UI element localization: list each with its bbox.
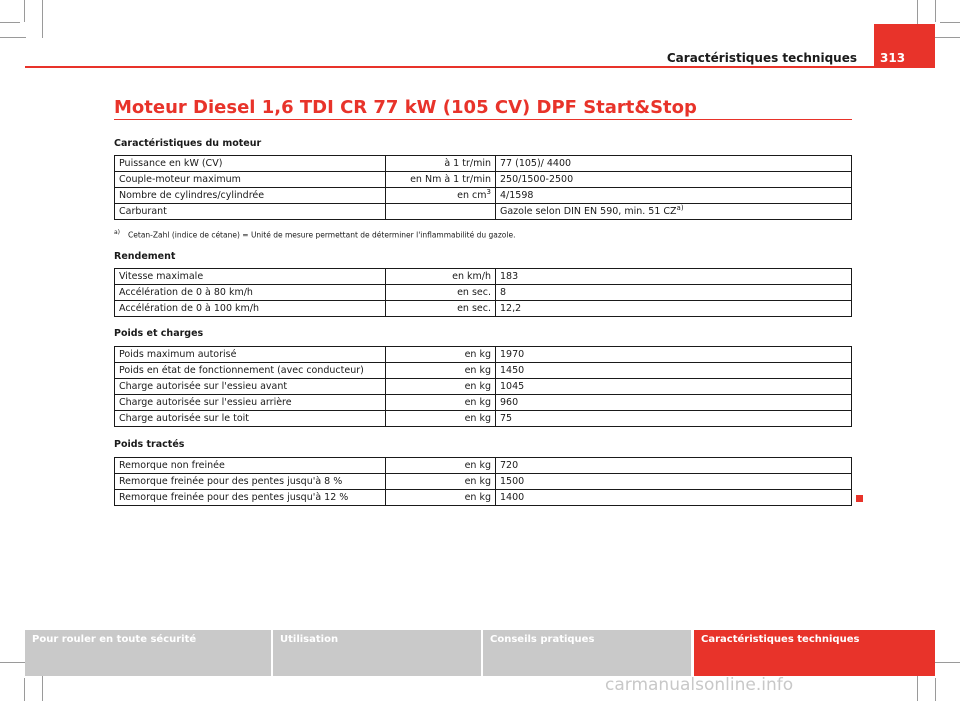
weights-table [114, 346, 852, 427]
table-row [115, 156, 852, 172]
running-header-title: Caractéristiques techniques [666, 51, 857, 65]
table-row [115, 301, 852, 317]
crop-mark [935, 0, 936, 22]
crop-mark [0, 662, 26, 663]
section-title-engine: Caractéristiques du moteur [114, 138, 262, 149]
row-label: Charge autorisée sur l'essieu avant [115, 379, 386, 395]
table-row [115, 474, 852, 490]
row-unit [386, 204, 496, 220]
row-unit: en kg [386, 490, 496, 506]
table-row [115, 458, 852, 474]
row-value: 183 [496, 269, 852, 285]
row-value: Gazole selon DIN EN 590, min. 51 CZ [500, 206, 677, 217]
table-row [115, 411, 852, 427]
row-label: Nombre de cylindres/cylindrée [115, 188, 386, 204]
table-row [115, 347, 852, 363]
crop-mark [935, 678, 936, 701]
crop-mark [0, 22, 20, 23]
row-label: Accélération de 0 à 80 km/h [115, 285, 386, 301]
row-label: Puissance en kW (CV) [115, 156, 386, 172]
row-unit: en kg [386, 379, 496, 395]
table-row [115, 269, 852, 285]
watermark: carmanualsonline.info [605, 675, 794, 695]
row-unit: en kg [386, 411, 496, 427]
row-unit: en Nm à 1 tr/min [386, 172, 496, 188]
table-row [115, 188, 852, 204]
row-value: 1450 [496, 363, 852, 379]
row-unit-cell [386, 188, 496, 204]
row-unit: en kg [386, 474, 496, 490]
table-row [115, 363, 852, 379]
unit-superscript: 3 [486, 187, 491, 196]
row-unit: en kg [386, 347, 496, 363]
row-value: 1400 [496, 490, 852, 506]
towing-table [114, 457, 852, 506]
crop-mark [0, 37, 26, 38]
row-unit: en kg [386, 395, 496, 411]
row-label: Poids en état de fonctionnement (avec conducteur) [115, 363, 386, 379]
section-title-performance: Rendement [114, 251, 176, 262]
table-row [115, 285, 852, 301]
row-value: 4/1598 [496, 188, 852, 204]
row-label: Charge autorisée sur le toit [115, 411, 386, 427]
footer-tab-safety[interactable]: Pour rouler en toute sécurité [25, 630, 271, 676]
footer-tab-usage[interactable]: Utilisation [273, 630, 481, 676]
row-value: 12,2 [496, 301, 852, 317]
section-title-weights: Poids et charges [114, 328, 204, 339]
page-title: Moteur Diesel 1,6 TDI CR 77 kW (105 CV) DPF Start&Stop [114, 97, 697, 118]
page-number: 313 [874, 24, 935, 68]
crop-mark [934, 37, 960, 38]
row-unit: à 1 tr/min [386, 156, 496, 172]
crop-mark [42, 0, 43, 38]
performance-table [114, 268, 852, 317]
table-row [115, 204, 852, 220]
title-divider [114, 119, 852, 120]
row-value: 1970 [496, 347, 852, 363]
row-value: 250/1500-2500 [496, 172, 852, 188]
row-label: Accélération de 0 à 100 km/h [115, 301, 386, 317]
row-value: 1045 [496, 379, 852, 395]
row-unit: en cm [457, 190, 487, 201]
row-value: 8 [496, 285, 852, 301]
footnote-text: Cetan-Zahl (indice de cétane) = Unité de mesure permettant de déterminer l'inflammabilité du gazole. [128, 230, 516, 240]
crop-mark [24, 0, 25, 22]
row-unit: en km/h [386, 269, 496, 285]
table-row [115, 490, 852, 506]
row-value: 960 [496, 395, 852, 411]
section-title-towing: Poids tractés [114, 439, 185, 450]
row-label: Vitesse maximale [115, 269, 386, 285]
end-of-section-marker [856, 495, 863, 502]
row-value: 77 (105)/ 4400 [496, 156, 852, 172]
row-label: Couple-moteur maximum [115, 172, 386, 188]
row-label: Carburant [115, 204, 386, 220]
table-row [115, 379, 852, 395]
row-value: 720 [496, 458, 852, 474]
crop-mark [940, 22, 960, 23]
footnote-reference: a) [676, 203, 684, 212]
row-value: 75 [496, 411, 852, 427]
footnote [114, 229, 515, 240]
row-label: Remorque non freinée [115, 458, 386, 474]
row-unit: en sec. [386, 285, 496, 301]
engine-table [114, 155, 852, 220]
crop-mark [24, 678, 25, 701]
footer-tab-practical-tips[interactable]: Conseils pratiques [483, 630, 691, 676]
row-label: Poids maximum autorisé [115, 347, 386, 363]
row-value: 1500 [496, 474, 852, 490]
row-label: Remorque freinée pour des pentes jusqu'à 12 % [115, 490, 386, 506]
row-value-cell [496, 204, 852, 220]
footnote-mark: a) [114, 229, 121, 236]
row-label: Charge autorisée sur l'essieu arrière [115, 395, 386, 411]
row-unit: en kg [386, 363, 496, 379]
row-unit: en kg [386, 458, 496, 474]
row-unit: en sec. [386, 301, 496, 317]
table-row [115, 172, 852, 188]
footer-tab-technical-data[interactable]: Caractéristiques techniques [694, 630, 935, 676]
crop-mark [934, 662, 960, 663]
header-divider [25, 66, 935, 68]
table-row [115, 395, 852, 411]
row-label: Remorque freinée pour des pentes jusqu'à 8 % [115, 474, 386, 490]
